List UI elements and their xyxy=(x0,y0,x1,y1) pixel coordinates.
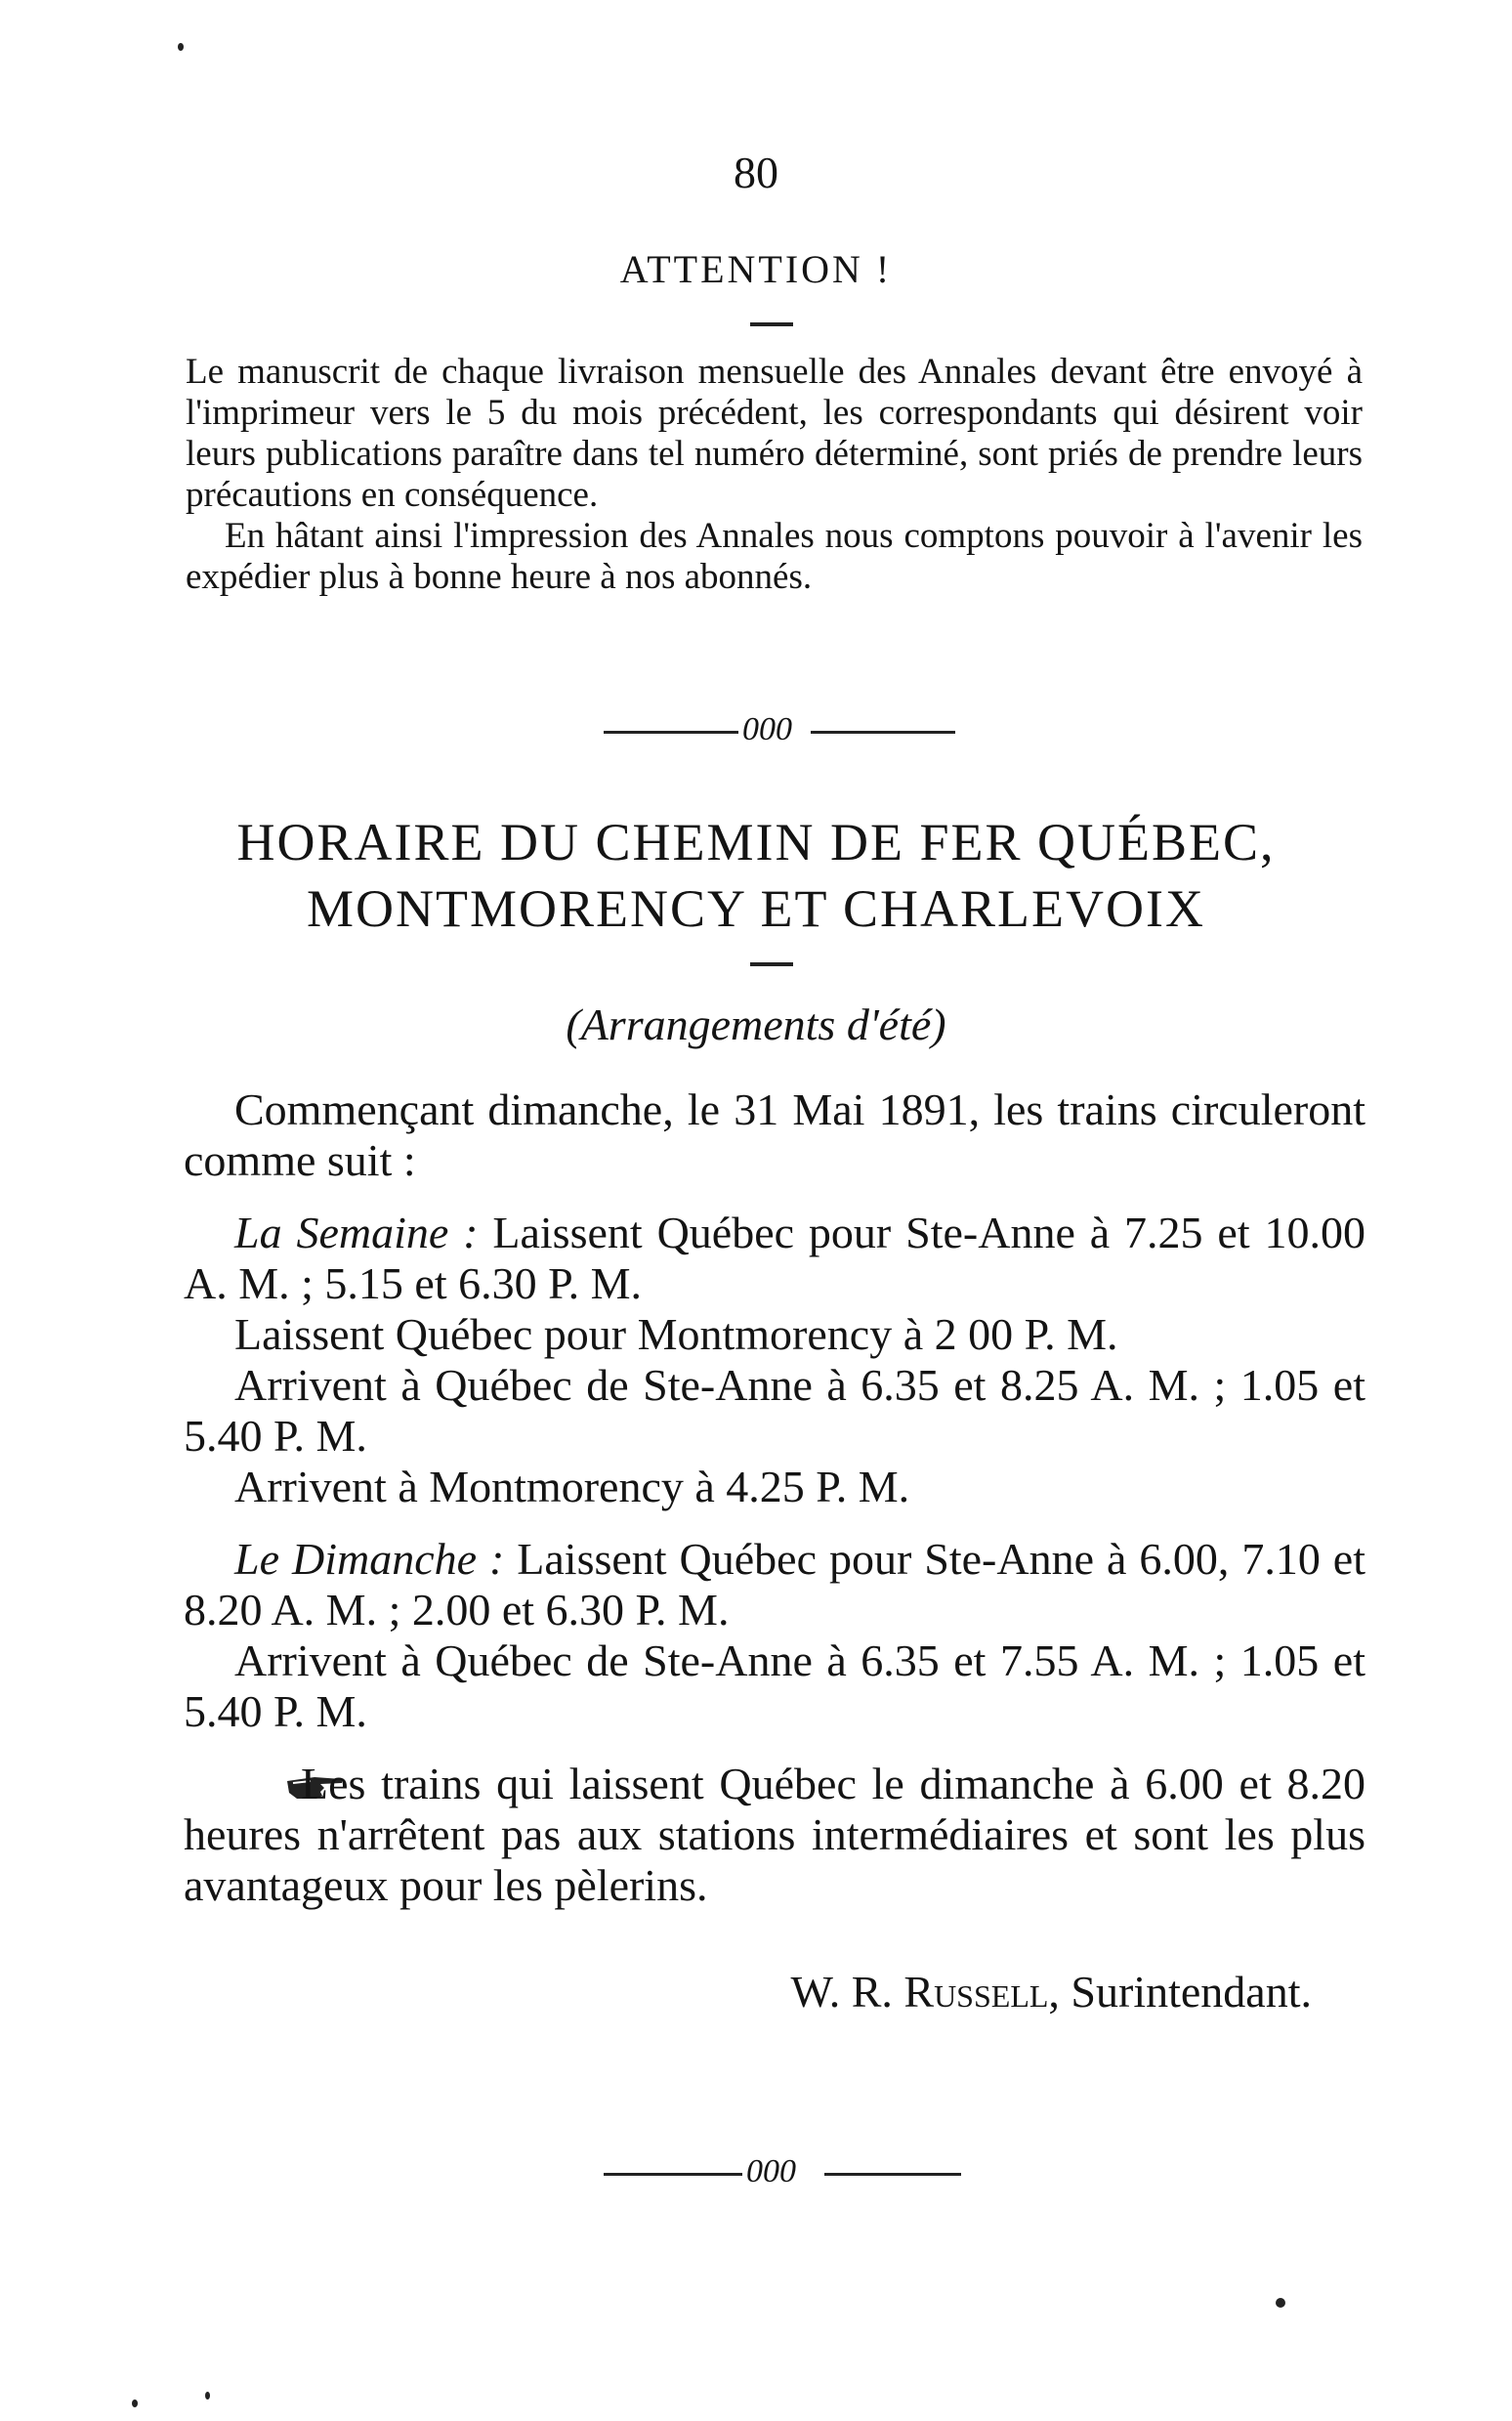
sunday-line-2: Arrivent à Québec de Ste-Anne à 6.35 et 7.55 A. M. ; 1.05 et 5.40 P. M. xyxy=(184,1635,1365,1736)
separator-rule-left xyxy=(604,731,738,734)
print-speck xyxy=(1276,2298,1285,2308)
sunday-departures: Laissent Québec pour Ste-Anne à 6.00, 7.10 et 8.20 A. M. ; 2.00 et 6.30 P. M. xyxy=(184,1534,1365,1635)
schedule-intro: Commençant dimanche, le 31 Mai 1891, les trains circuleront comme suit : xyxy=(184,1084,1365,1185)
weekday-line-4: Arrivent à Montmorency à 4.25 P. M. xyxy=(234,1462,910,1511)
signature xyxy=(791,1966,1312,2018)
title-dash xyxy=(750,322,793,326)
attention-paragraph-1: Le manuscrit de chaque livraison mensuelle des Annales devant être envoyé à l'imprimeur vers le 5 du mois précédent, les correspondants qui désirent voir leurs publications paraître dans tel numéro déterminé, sont priés de prendre leurs précautions en conséquence. xyxy=(186,352,1363,515)
weekday-departures-ste-anne: Laissent Québec pour Ste-Anne à 7.25 et 10.00 A. M. ; 5.15 et 6.30 P. M. xyxy=(184,1208,1365,1308)
separator-2 xyxy=(0,2153,1512,2192)
signature-name: W. R. Russell, xyxy=(790,1967,1060,2017)
attention-paragraph-2: En hâtant ainsi l'impression des Annales nous comptons pouvoir à l'avenir les expédier plus à bonne heure à nos abonnés. xyxy=(186,516,1363,597)
schedule-subtitle: (Arrangements d'été) xyxy=(566,999,946,1049)
separator-1 xyxy=(0,711,1512,750)
attention-title: ATTENTION ! xyxy=(619,247,893,291)
page-number: 80 xyxy=(734,148,778,197)
attention-notice xyxy=(186,352,1363,598)
schedule-body xyxy=(184,1084,1365,1911)
pointing-hand-icon xyxy=(234,1763,295,1796)
print-speck xyxy=(132,2400,138,2407)
separator-rule-right xyxy=(811,731,955,734)
sunday-line-1 xyxy=(184,1534,1365,1635)
separator-rule-left xyxy=(604,2173,742,2176)
schedule-note-text: Les trains qui laissent Québec le dimanche à 6.00 et 8.20 heures n'arrêtent pas aux stations intermédiaires et sont les plus avantageux pour les pèlerins. xyxy=(184,1759,1365,1910)
separator-text: 000 xyxy=(746,2153,796,2189)
heading-dash xyxy=(750,962,793,966)
schedule-heading-line-2: MONTMORENCY ET CHARLEVOIX xyxy=(307,879,1205,938)
separator-text: 000 xyxy=(742,711,792,747)
sunday-label: Le Dimanche : xyxy=(234,1534,505,1584)
schedule-note xyxy=(184,1759,1365,1911)
print-speck xyxy=(205,2392,210,2400)
weekday-label: La Semaine : xyxy=(234,1208,479,1257)
weekday-line-2: Laissent Québec pour Montmorency à 2 00 P. M. xyxy=(234,1309,1118,1359)
weekday-line-3: Arrivent à Québec de Ste-Anne à 6.35 et 8.25 A. M. ; 1.05 et 5.40 P. M. xyxy=(184,1360,1365,1461)
schedule-heading-line-1: HORAIRE DU CHEMIN DE FER QUÉBEC, xyxy=(236,813,1276,871)
weekday-line-1 xyxy=(184,1208,1365,1309)
print-speck xyxy=(178,43,184,51)
signature-title: Surintendant. xyxy=(1071,1967,1312,2017)
separator-rule-right xyxy=(824,2173,961,2176)
